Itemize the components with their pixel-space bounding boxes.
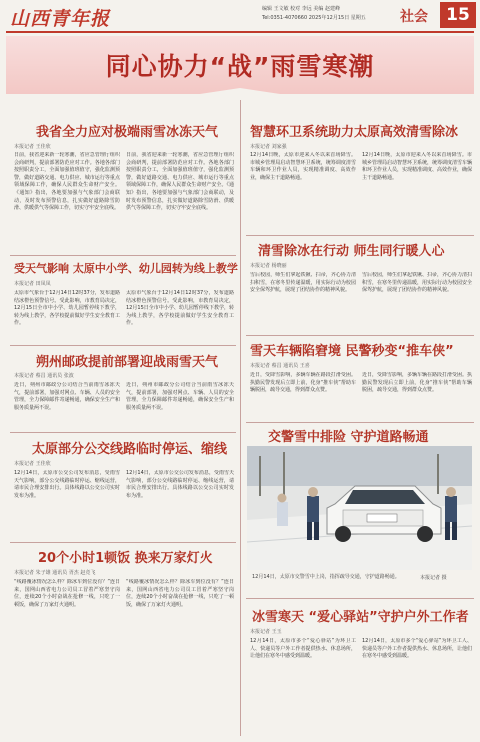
headline-a6: 智慧环卫系统助力太原高效清雪除冰 <box>250 125 459 140</box>
page-number: 15 <box>440 2 476 28</box>
divider <box>10 432 236 433</box>
divider <box>246 422 474 423</box>
news-photo <box>247 446 472 570</box>
byline-a1: 本报记者 王佳欣 <box>14 144 51 150</box>
body-a8-col2: 近日，受降雪影响，多辆车辆在路段打滑受困。执勤民警发现后立即上前，化身“推车侠”帮助车辆脱困，疏导交通，得到群众点赞。 <box>362 372 472 394</box>
byline-a7: 本报记者 杨晓丽 <box>250 263 287 269</box>
body-a7-col1: 雪后校园，师生们拿起铁锹、扫帚，齐心协力清扫积雪，在寒冬里传递温暖，用实际行动为校园安全保驾护航，展现了团结协作的精神风貌。 <box>250 272 356 294</box>
body-a3-col1: 近日，朔州市邮政分公司结合当前雨雪冰冻天气，提前部署，加强对网点、车辆、人员的安全管理，全力保障邮件寄递畅通，确保安全生产和服务质量两不误。 <box>14 382 120 411</box>
body-a2-col2: 太原市气象台于12月14日12时37分，发布道路结冰橙色预警信号。受此影响，市教育局决定，12月15日全市中小学、幼儿园暂停线下教学，转为线上教学，各学校提前做好学生安全教育工作。 <box>126 290 234 327</box>
snow-scene-image <box>247 446 472 570</box>
section-name: 社会 <box>400 9 428 25</box>
headline-a5: 20个小时1顿饭 换来万家灯火 <box>38 551 213 566</box>
headline-a8: 雪天车辆陷窘境 民警秒变“推车侠” <box>250 344 454 359</box>
body-a8-col1: 近日，受降雪影响，多辆车辆在路段打滑受困。执勤民警发现后立即上前，化身“推车侠”帮助车辆脱困，疏导交通，得到群众点赞。 <box>250 372 356 394</box>
byline-a4: 本报记者 王佳欣 <box>14 461 51 467</box>
editor-line: 编辑 王文敏 校对 李远 美编 赵建峰 <box>262 6 340 12</box>
byline-a10: 本报记者 王玉 <box>250 629 282 635</box>
photo-credit: 本报记者 摄 <box>420 575 447 581</box>
body-a5-col2: “线路覆冰情况怎么样？除冰车到位没有？”连日来，国网山西省电力公司员工冒着严寒坚守岗位，连续20个小时奋战在抢修一线，只吃了一顿饭，确保了万家灯火通明。 <box>126 579 234 608</box>
body-a7-col2: 雪后校园，师生们拿起铁锹、扫帚，齐心协力清扫积雪，在寒冬里传递温暖，用实际行动为校园安全保驾护航，展现了团结协作的精神风貌。 <box>362 272 472 294</box>
byline-a8: 本报记者 蔡昌 通讯员 王喜 <box>250 363 310 369</box>
headline-a3: 朔州邮政提前部署迎战雨雪天气 <box>36 355 219 370</box>
photo-caption: 12月14日，太原市交警雪中上岗，指挥疏导交通，守护道路畅通。 <box>252 574 400 580</box>
banner <box>6 36 474 94</box>
date-line: Tel:0351-4070660 2025年12月15日 星期五 <box>262 15 366 21</box>
column-divider <box>240 100 241 736</box>
newspaper-logo: 山西青年报 <box>10 8 111 30</box>
banner-title: 同心协力“战”雨雪寒潮 <box>105 52 375 81</box>
body-a2-col1: 太原市气象台于12月14日12时37分，发布道路结冰橙色预警信号。受此影响，市教育局决定，12月15日全市中小学、幼儿园暂停线下教学，转为线上教学，各学校提前做好学生安全教育工作。 <box>14 290 120 327</box>
body-a1-col1: 日前，我省迎来新一轮寒潮，省应急管理厅组织会商研判，提前部署防范应对工作。各地各部门按照职责分工，全面加强值班值守，强化监测预警，做好道路交通、电力供应、城市运行等重点领域保障工作，确保人民群众生命财产安全。《通知》指出，各地要加强与气象部门会商联动，及时发布预警信息，扎实做好道路除雪防滑、供暖供气等保障工作，切实守牢安全底线。 <box>14 152 120 212</box>
body-a4-col2: 12月14日，太原市公交公司发布消息，受雨雪天气影响，部分公交线路临时停运、缩线运营，请市民合理安排出行。具体线路以公交公司实时发布为准。 <box>126 470 234 499</box>
byline-a2: 本报记者 田凤凤 <box>14 281 51 287</box>
headline-a2: 受天气影响 太原中小学、幼儿园转为线上教学 <box>14 262 238 275</box>
body-a6-col2: 12月14日晚，太原市迎来入冬以来首场降雪。市城乡管理局启动智慧环卫系统，统筹调度清雪车辆和环卫作业人员，实现精准调度、高效作业，确保主干道路畅通。 <box>362 152 472 181</box>
divider <box>10 255 236 256</box>
divider <box>246 598 474 599</box>
body-a10-col1: 12月14日，太原市多个“爱心驿站”为环卫工人、快递员等户外工作者提供热水、休息场所，让他们在寒冬中感受到温暖。 <box>250 638 356 660</box>
body-a4-col1: 12月14日，太原市公交公司发布消息，受雨雪天气影响，部分公交线路临时停运、缩线运营，请市民合理安排出行。具体线路以公交公司实时发布为准。 <box>14 470 120 499</box>
body-a3-col2: 近日，朔州市邮政分公司结合当前雨雪冰冻天气，提前部署，加强对网点、车辆、人员的安全管理，全力保障邮件寄递畅通，确保安全生产和服务质量两不误。 <box>126 382 234 411</box>
header-rule <box>6 31 474 33</box>
divider <box>10 542 236 543</box>
header-meta <box>262 5 392 23</box>
headline-a4: 太原部分公交线路临时停运、缩线 <box>32 442 228 457</box>
banner-notch <box>6 88 474 95</box>
byline-a6: 本报记者 刘家强 <box>250 144 287 150</box>
byline-a3: 本报记者 蔡昌 通讯员 张波 <box>14 373 74 379</box>
body-a5-col1: “线路覆冰情况怎么样？除冰车到位没有？”连日来，国网山西省电力公司员工冒着严寒坚守岗位，连续20个小时奋战在抢修一线，只吃了一顿饭，确保了万家灯火通明。 <box>14 579 120 608</box>
divider <box>10 345 236 346</box>
divider <box>246 235 474 236</box>
headline-a1: 我省全力应对极端雨雪冰冻天气 <box>36 125 219 140</box>
masthead <box>0 0 480 34</box>
headline-a9: 交警雪中排险 守护道路畅通 <box>268 430 429 445</box>
body-a6-col1: 12月14日晚，太原市迎来入冬以来首场降雪。市城乡管理局启动智慧环卫系统，统筹调度清雪车辆和环卫作业人员，实现精准调度、高效作业，确保主干道路畅通。 <box>250 152 356 181</box>
byline-a5: 本报记者 朱子雄 通讯员 胥杰 赵竞飞 <box>14 570 96 576</box>
divider <box>246 335 474 336</box>
headline-a7: 清雪除冰在行动 师生同行暖人心 <box>258 244 445 259</box>
headline-a10: 冰雪寒天 “爱心驿站”守护户外工作者 <box>252 610 469 625</box>
body-a1-col2: 日前，我省迎来新一轮寒潮，省应急管理厅组织会商研判，提前部署防范应对工作。各地各部门按照职责分工，全面加强值班值守，强化监测预警，做好道路交通、电力供应、城市运行等重点领域保障工作，确保人民群众生命财产安全。《通知》指出，各地要加强与气象部门会商联动，及时发布预警信息，扎实做好道路除雪防滑、供暖供气等保障工作，切实守牢安全底线。 <box>126 152 234 212</box>
body-a10-col2: 12月14日，太原市多个“爱心驿站”为环卫工人、快递员等户外工作者提供热水、休息场所，让他们在寒冬中感受到温暖。 <box>362 638 472 660</box>
